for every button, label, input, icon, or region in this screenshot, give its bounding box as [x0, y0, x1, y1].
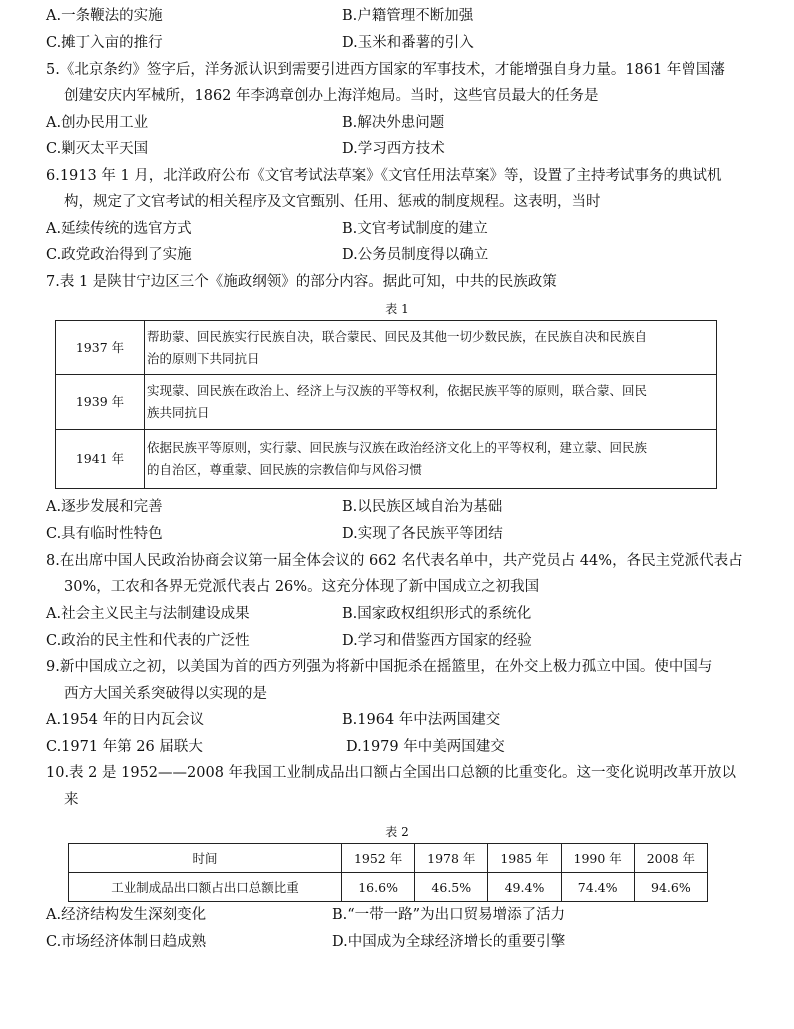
table-header-cell: 1978 年 [415, 844, 488, 873]
table-cell-year: 1937 年 [56, 321, 145, 375]
table-header-cell: 1985 年 [488, 844, 561, 873]
q7-option-d: D.实现了各民族平等团结 [342, 526, 503, 542]
table-cell-line: 实现蒙、回民族在政治上、经济上与汉族的平等权利，依据民族平等的原则，联合蒙、回民 [147, 383, 648, 398]
q10-option-c: C.市场经济体制日趋成熟 [46, 934, 207, 950]
table-cell-line: 族共同抗日 [147, 405, 210, 420]
table-row [56, 321, 717, 375]
q8-option-d: D.学习和借鉴西方国家的经验 [342, 633, 532, 649]
q7-option-b: B.以民族区域自治为基础 [342, 499, 503, 515]
q4-option-a: A.一条鞭法的实施 [46, 8, 163, 24]
table-row [56, 375, 717, 430]
table-cell-line: 治的原则下共同抗日 [147, 350, 260, 366]
table-header-cell: 1952 年 [342, 844, 415, 873]
q10-option-d: D.中国成为全球经济增长的重要引擎 [332, 934, 566, 950]
q5-option-d: D.学习西方技术 [342, 141, 445, 157]
table-cell-content [145, 430, 717, 489]
q5-option-b: B.解决外患问题 [342, 115, 445, 131]
q8-option-c: C.政治的民主性和代表的广泛性 [46, 633, 250, 649]
q7-option-a: A.逐步发展和完善 [46, 499, 163, 515]
q4-option-b: B.户籍管理不断加强 [342, 8, 474, 24]
table1 [55, 320, 717, 489]
q5-option-c: C.剿灭太平天国 [46, 141, 149, 157]
table-cell-year: 1941 年 [56, 430, 145, 489]
table-cell-line: 的自治区，尊重蒙、回民族的宗教信仰与风俗习惯 [147, 462, 423, 477]
table-cell-content [145, 375, 717, 430]
q10-stem-line2: 来 [64, 792, 79, 808]
q10-stem-line1: 10.表 2 是 1952——2008 年我国工业制成品出口额占全国出口总额的比重变化。这一变化说明改革开放以 [46, 765, 737, 781]
table2 [68, 843, 708, 902]
table-cell: 工业制成品出口额占出口总额比重 [69, 873, 342, 902]
q9-stem-line1: 9.新中国成立之初，以美国为首的西方列强为将新中国扼杀在摇篮里，在外交上极力孤立中国。使中国与 [46, 659, 713, 675]
table-cell: 16.6% [342, 873, 415, 902]
table-cell-content [145, 321, 717, 375]
q7-option-c: C.具有临时性特色 [46, 526, 163, 542]
q5-stem-line1: 5.《北京条约》签字后，洋务派认识到需要引进西方国家的军事技术，才能增强自身力量。1861 年曾国藩 [46, 62, 725, 78]
table-row [56, 430, 717, 489]
table-header-cell: 2008 年 [634, 844, 707, 873]
q9-stem-line2: 西方大国关系突破得以实现的是 [64, 686, 267, 702]
q6-stem-line1: 6.1913 年 1 月，北洋政府公布《文官考试法草案》《文官任用法草案》等，设置了主持考试事务的典试机 [46, 168, 722, 184]
q9-option-b: B.1964 年中法两国建交 [342, 712, 501, 728]
q10-option-b: B.“一带一路”为出口贸易增添了活力 [332, 907, 566, 923]
q6-option-c: C.政党政治得到了实施 [46, 247, 192, 263]
table-header-cell: 时间 [69, 844, 342, 873]
table-cell: 94.6% [634, 873, 707, 902]
table-cell: 49.4% [488, 873, 561, 902]
table-cell-year: 1939 年 [56, 375, 145, 430]
table-cell-line: 依据民族平等原则，实行蒙、回民族与汉族在政治经济文化上的平等权利，建立蒙、回民族 [147, 440, 648, 455]
q4-option-c: C.摊丁入亩的推行 [46, 35, 163, 51]
q6-option-d: D.公务员制度得以确立 [342, 247, 489, 263]
q6-option-a: A.延续传统的选官方式 [46, 221, 192, 237]
q10-option-a: A.经济结构发生深刻变化 [46, 907, 207, 923]
table1-caption: 表 1 [385, 302, 409, 316]
q8-option-a: A.社会主义民主与法制建设成果 [46, 606, 250, 622]
q6-option-b: B.文官考试制度的建立 [342, 221, 488, 237]
q5-option-a: A.创办民用工业 [46, 115, 149, 131]
table-cell-line: 帮助蒙、回民族实行民族自决，联合蒙民、回民及其他一切少数民族，在民族自决和民族自 [147, 328, 648, 344]
table2-caption: 表 2 [385, 825, 409, 839]
table-row [69, 873, 708, 902]
q8-option-b: B.国家政权组织形式的系统化 [342, 606, 532, 622]
q9-option-d: D.1979 年中美两国建交 [346, 739, 505, 755]
table-header-row [69, 844, 708, 873]
q9-option-c: C.1971 年第 26 届联大 [46, 739, 203, 755]
q5-stem-line2: 创建安庆内军械所，1862 年李鸿章创办上海洋炮局。当时，这些官员最大的任务是 [64, 88, 599, 104]
table-cell: 74.4% [561, 873, 634, 902]
q9-option-a: A.1954 年的日内瓦会议 [46, 712, 205, 728]
q4-option-d: D.玉米和番薯的引入 [342, 35, 474, 51]
table-header-cell: 1990 年 [561, 844, 634, 873]
q8-stem-line1: 8.在出席中国人民政治协商会议第一届全体会议的 662 名代表名单中，共产党员占 44%，各民主党派代表占 [46, 553, 743, 569]
q7-stem: 7.表 1 是陕甘宁边区三个《施政纲领》的部分内容。据此可知，中共的民族政策 [46, 274, 557, 290]
q8-stem-line2: 30%，工农和各界无党派代表占 26%。这充分体现了新中国成立之初我国 [64, 579, 540, 595]
q6-stem-line2: 构，规定了文官考试的相关程序及文官甄别、任用、惩戒的制度规程。这表明，当时 [64, 194, 601, 210]
table-cell: 46.5% [415, 873, 488, 902]
